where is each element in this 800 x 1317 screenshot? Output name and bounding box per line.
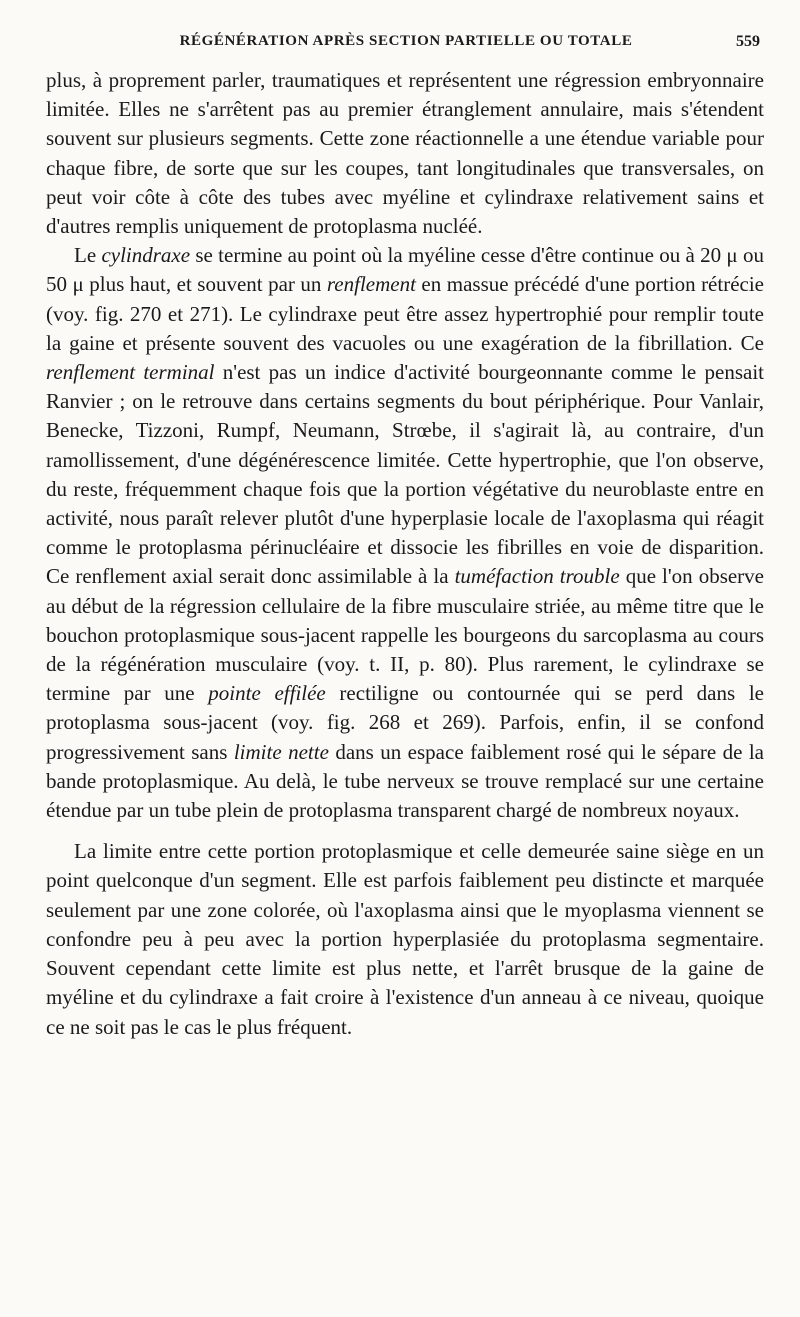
italic-term: limite nette xyxy=(233,739,329,764)
italic-term: renflement xyxy=(326,272,416,297)
text-run: rectiligne ou contournée qui se perd dans le protoplasma sous-jacent (voy. fig. 268 et 269). Parfois, enfin, il se confond progressivement sans xyxy=(46,681,765,764)
text-run: dans un espace faiblement rosé qui le sépare de la bande protoplasmique. Au delà, le tube nerveux se trouve remplacé sur une certaine étendue par un tube plein de protoplasma transparent chargé de nombreux noyaux. xyxy=(46,739,765,823)
running-head xyxy=(46,33,766,57)
running-title: RÉGÉNÉRATION APRÈS SECTION PARTIELLE OU TOTALE xyxy=(179,33,633,49)
paragraph-1 xyxy=(46,66,764,241)
paragraph-3 xyxy=(46,837,764,1041)
italic-term: renflement terminal xyxy=(46,360,215,385)
text-run: La limite entre cette portion protoplasmique et celle demeurée saine siège en un point quelconque d'un segment. Elle est parfois faiblement peu distincte et marquée seulement par une zone colorée, où l'axoplasma ainsi que le myoplasma viennent se confondre peu à peu avec la portion hyperplasiée du protoplasma segmentaire. Souvent cependant cette limite est plus nette, et l'arrêt brusque de la gaine de myéline et du cylindraxe a fait croire à l'existence d'un anneau à ce niveau, quoique ce ne soit pas le cas le plus fréquent. xyxy=(46,839,764,1039)
text-run: n'est pas un indice d'activité bourgeonnante comme le pensait Ranvier ; on le retrouve dans certains segments du bout périphérique. Pour Vanlair, Benecke, Tizzoni, Rumpf, Neumann, Strœbe, il s'agirait là, au contraire, d'un ramollissement, d'une dégénérescence limitée. Cette hypertrophie, que l'on observe, du reste, fréquemment chaque fois que la portion végétative du neuroblaste entre en activité, nous paraît relever plutôt d'une hyperplasie locale de l'axoplasma qui réagit comme le protoplasma périnucléaire et dissocie les fibrilles en voie de disparition. Ce renflement axial serait donc assimilable à la xyxy=(46,360,765,589)
italic-term: pointe effilée xyxy=(208,681,326,706)
text-run: en massue précédé d'une portion rétrécie (voy. fig. 270 et 271). Le cylindraxe peut être assez hypertrophié pour remplir toute la gaine et présente souvent des vacuoles ou une exagération de la fibrillation. Ce xyxy=(46,272,765,355)
page-number: 559 xyxy=(736,33,760,50)
text-run: que l'on observe au début de la régression cellulaire de la fibre musculaire striée, au même titre que le bouchon protoplasmique sous-jacent rappelle les bourgeons du sarcoplasma au cours de la régénération musculaire (voy. t. II, p. 80). Plus rarement, le cylindraxe se termine par une xyxy=(46,564,764,706)
body-text xyxy=(46,66,764,1042)
italic-term: tuméfaction trouble xyxy=(454,564,620,589)
text-run: Le xyxy=(74,243,102,268)
text-run: plus, à proprement parler, traumatiques et représentent une régression embryonnaire limitée. Elles ne s'arrêtent pas au premier étranglement annulaire, mais s'étendent souvent sur plusieurs segments. Cette zone réactionnelle a une étendue variable pour chaque fibre, de sorte que sur les coupes, tant longitudinales que transversales, on peut voir côte à côte des tubes avec myéline et cylindraxe relativement sains et d'autres remplis uniquement de protoplasma nucléé. xyxy=(46,68,764,239)
paragraph-2 xyxy=(46,241,764,825)
text-run: se termine au point où la myéline cesse d'être continue ou à 20 μ ou 50 μ plus haut, et souvent par un xyxy=(46,243,764,297)
italic-term: cylindraxe xyxy=(101,243,191,268)
